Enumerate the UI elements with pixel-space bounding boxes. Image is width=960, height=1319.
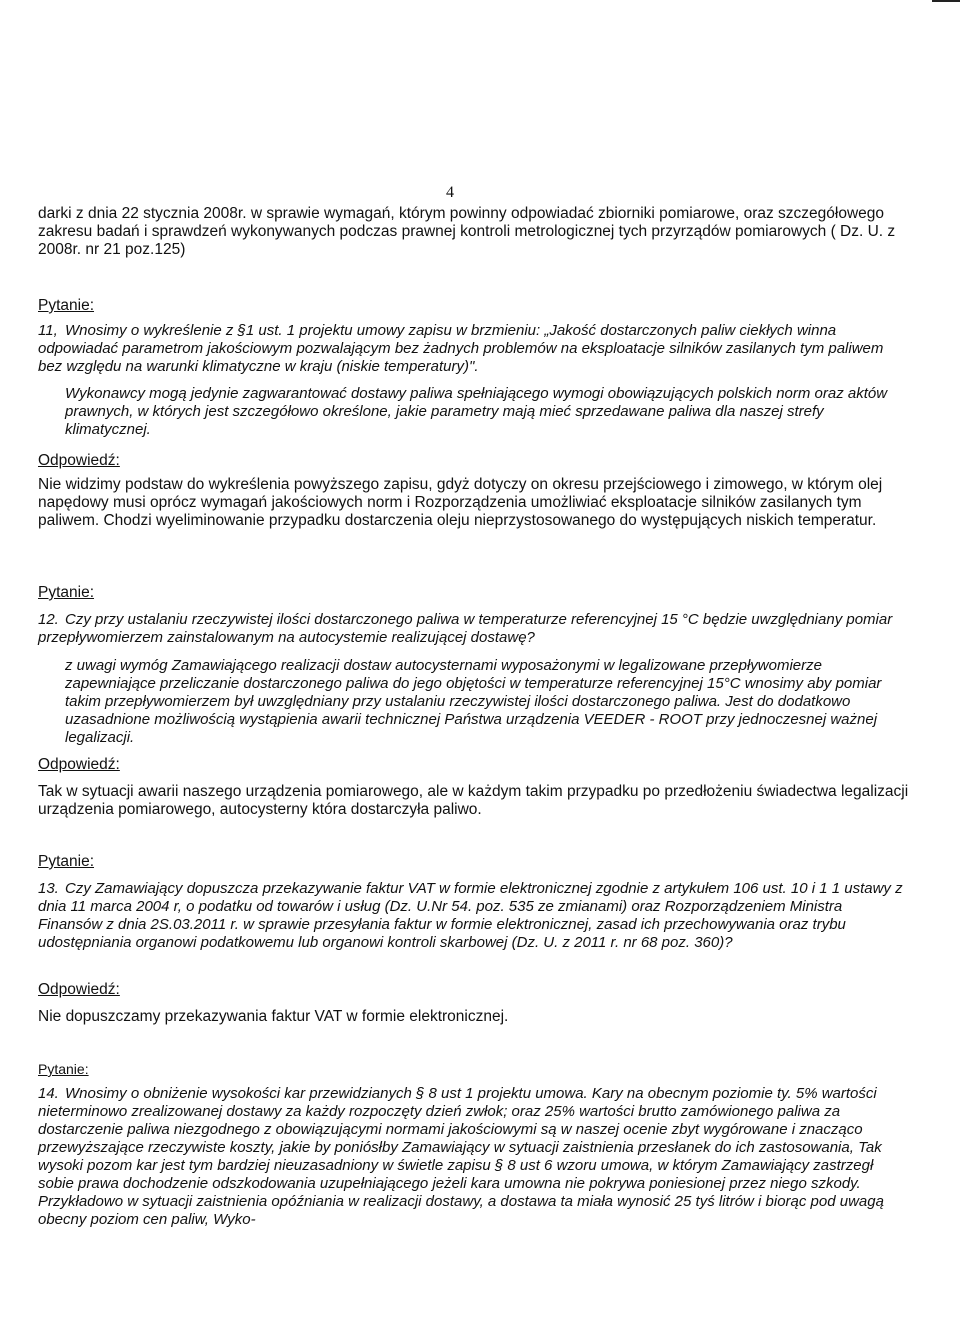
q11-question-text: Wnosimy o wykreślenie z §1 ust. 1 projektu umowy zapisu w brzmieniu: „Jakość dostarczonych paliw ciekłych winna odpowiadać parametrom jakościowym pozwalającym bez żadnych problemów na eksploatacje silników zasilanych tym paliwem bez względu na warunki klimatyczne w kraju (niskie temperatury)".: [38, 322, 884, 375]
q13-number: 13.: [38, 880, 59, 897]
q12-answer: Tak w sytuacji awarii naszego urządzenia pomiarowego, ale w każdym takim przypadku po przedłożeniu świadectwa legalizacji urządzenia pomiarowego, autocysterny która dostarczyła paliwo.: [38, 783, 909, 818]
q11-answer-label: Odpowiedź:: [38, 452, 120, 469]
q12-question-text: Czy przy ustalaniu rzeczywistej ilości dostarczonego paliwa w temperaturze referencyjnej 15 °C będzie uwzględniany pomiar przepływomierzem zainstalowanym na autocystemie realizującej dostawę?: [38, 611, 893, 646]
q12-number: 12.: [38, 611, 59, 628]
scan-edge-mark: [932, 0, 960, 2]
q14-number: 14.: [38, 1085, 59, 1102]
page-number: 4: [446, 184, 454, 201]
q12-question: [38, 611, 910, 647]
q12-label: Pytanie:: [38, 584, 95, 601]
q11-label: Pytanie:: [38, 297, 95, 314]
q13-answer: Nie dopuszczamy przekazywania faktur VAT w formie elektronicznej.: [38, 1008, 509, 1025]
q14-question-text: Wnosimy o obniżenie wysokości kar przewidzianych § 8 ust 1 projektu umowa. Kary na obecnym poziomie ty. 5% wartości nieterminowo zrealizowanej dostawy za każdy rozpoczęty dzień zwłok; oraz 25% wartości brutto zamówionego paliwa za dostarczenie paliwa niezgodnego z obowiązującymi normami jakościowymi są w naszej ocenie zbyt wygórowane i znacząco przewyższające rzeczywiste koszty, jakie by poniósłby Zamawiający w sytuacji zaistnienia przesłanek do ich zastosowania, Tak wysoki pozom kar jest tym bardziej nieuzasadniony w świetle zapisu § 8 ust 6 wzoru umowa, w którym Zamawiający zastrzegł sobie prawa dochodzenie odszkodowania uzupełniającego jeżeli kara umowna nie pokrywa poniesionej przez niego szkody. Przykładowo w sytuacji zaistnienia opóźniania w realizacji dostawy, a dostawa ta miała wynosić 25 tyś litrów i biorąc pod uwagą obecny poziom cen paliw, Wyko-: [38, 1085, 884, 1228]
q13-answer-label: Odpowiedź:: [38, 981, 120, 998]
q11-justification: Wykonawcy mogą jedynie zagwarantować dostawy paliwa spełniającego wymogi obowiązujących polskich norm oraz aktów prawnych, w których jest szczegółowo określone, jakie parametry mają mieć sprzedawane paliwa dla naszej strefy klimatycznej.: [65, 385, 888, 438]
q12-justification: z uwagi wymóg Zamawiającego realizacji dostaw autocysternami wyposażonymi w legalizowane przepływomierze zapewniające przeliczanie dostarczonego paliwa do jego objętości w temperaturze referencyjnej 15°C wnosimy aby pomiar takim przepływomierzem był uwzględniany przy ustalaniu rzeczywistej ilości dostarczonego paliwa. Jest do dodatkowo uzasadnione możliwością wystąpienia awarii technicznej Państwa urządzenia VEEDER - ROOT przy jednoczesnej ważnej legalizacji.: [65, 657, 882, 746]
q11-question: [38, 322, 910, 376]
intro-paragraph: darki z dnia 22 stycznia 2008r. w sprawie wymagań, którym powinny odpowiadać zbiorniki pomiarowe, oraz szczegółowego zakresu badań i sprawdzeń wykonywanych podczas prawnej kontroli metrologicznej tych przyrządów pomiarowych ( Dz. U. z 2008r. nr 21 poz.125): [38, 205, 896, 258]
q11-number: 11,: [38, 322, 58, 339]
q13-question: [38, 880, 910, 952]
q13-label: Pytanie:: [38, 853, 95, 870]
q14-question: [38, 1085, 910, 1229]
q14-label: Pytanie:: [38, 1061, 89, 1077]
q13-question-text: Czy Zamawiający dopuszcza przekazywanie faktur VAT w formie elektronicznej zgodnie z artykułem 106 ust. 10 i 1 1 ustawy z dnia 11 marca 2004 r, o podatku od towarów i usług (Dz. U.Nr 54. poz. 535 ze zmianami) oraz Rozporządzeniem Ministra Finansów z dnia 2S.03.2011 r. w sprawie przesyłania faktur w formie elektronicznej, zasad ich przechowywania oraz trybu udostępniania organowi podatkowemu lub organowi kontroli skarbowej (Dz. U. z 2011 r. nr 68 poz. 360)?: [38, 880, 903, 951]
q11-answer: Nie widzimy podstaw do wykreślenia powyższego zapisu, gdyż dotyczy on okresu przejściowego i zimowego, w którym olej napędowy musi oprócz wymagań jakościowych norm i Rozporządzenia umożliwiać eksploatacje silników zasilanych tym paliwem. Chodzi wyeliminowanie przypadku dostarczenia oleju nieprzystosowanego do występujących niskich temperatur.: [38, 476, 883, 529]
q12-answer-label: Odpowiedź:: [38, 756, 120, 773]
